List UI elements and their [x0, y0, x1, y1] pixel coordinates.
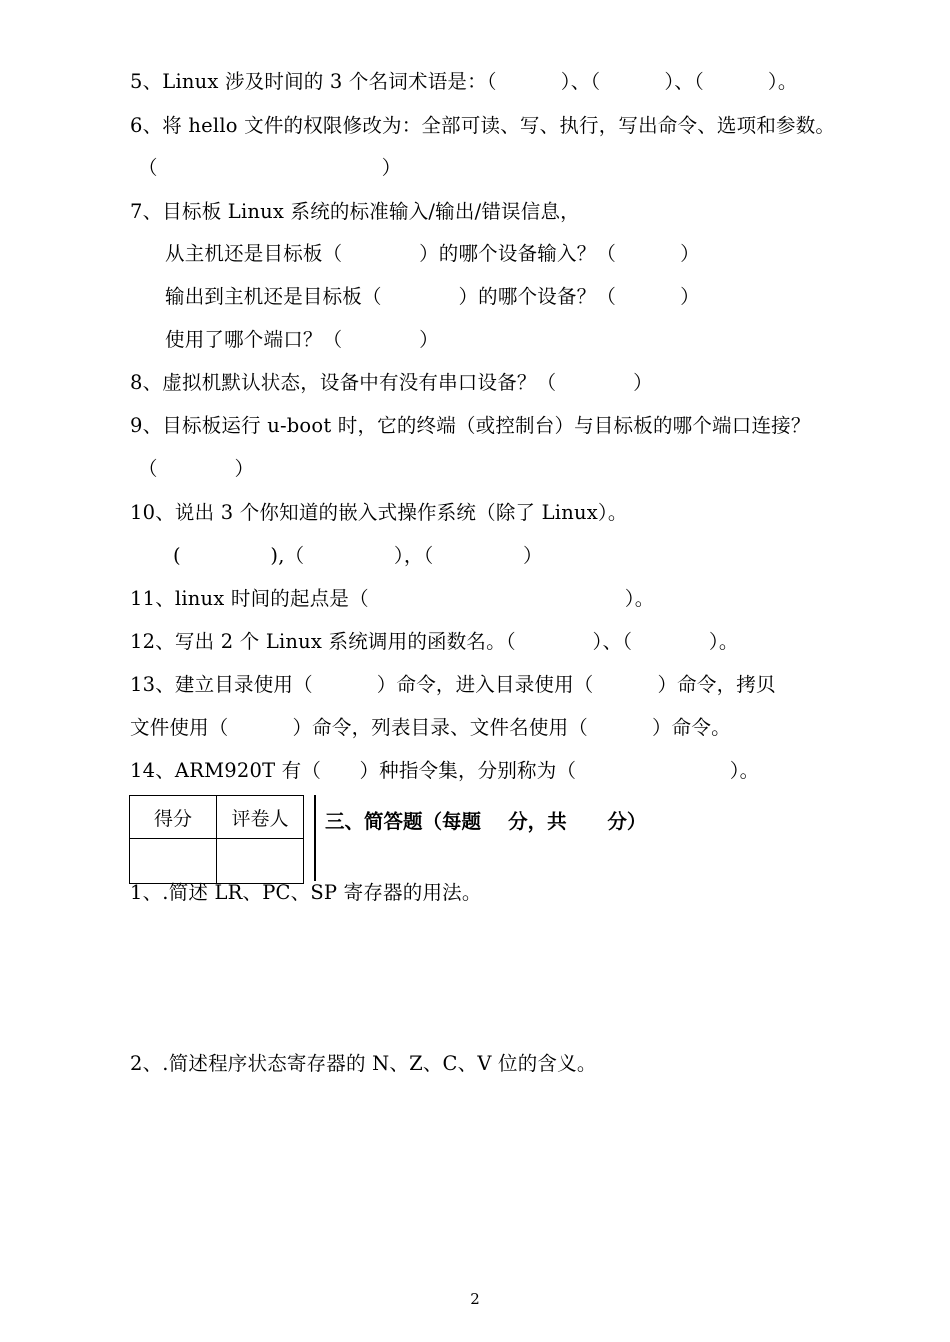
- question-10: 10、说出 3 个你知道的嵌入式操作系统（除了 Linux）。: [130, 501, 628, 524]
- short-answer-2: 2、.简述程序状态寄存器的 N、Z、C、V 位的含义。: [130, 1052, 597, 1075]
- question-7-input: 从主机还是目标板（ ）的哪个设备输入？（ ）: [165, 242, 700, 265]
- question-12: 12、写出 2 个 Linux 系统调用的函数名。（ ）、（ ）。: [130, 630, 739, 653]
- section-3-title: 三、简答题（每题 分，共 分）: [325, 810, 647, 833]
- question-11: 11、linux 时间的起点是（ ）。: [130, 587, 655, 610]
- question-7: 7、目标板 Linux 系统的标准输入/输出/错误信息，: [130, 200, 580, 223]
- question-9-blank: （ ）: [138, 457, 255, 480]
- score-header: 得分: [130, 796, 217, 839]
- question-10-blanks: ( ),（ ），（ ）: [173, 544, 543, 567]
- question-7-output: 输出到主机还是目标板（ ）的哪个设备？（ ）: [165, 285, 700, 308]
- question-7-port: 使用了哪个端口？（ ）: [165, 328, 439, 351]
- question-5: 5、Linux 涉及时间的 3 个名词术语是：（ ）、（ ）、（ ）。: [130, 70, 798, 93]
- question-9: 9、目标板运行 u-boot 时，它的终端（或控制台）与目标板的哪个端口连接？: [130, 414, 811, 437]
- grader-cell: [217, 839, 304, 884]
- question-14: 14、ARM920T 有（ ）种指令集，分别称为（ ）。: [130, 759, 760, 782]
- score-cell: [130, 839, 217, 884]
- question-8: 8、虚拟机默认状态，设备中有没有串口设备？（ ）: [130, 371, 653, 394]
- grader-header: 评卷人: [217, 796, 304, 839]
- score-table: [129, 795, 304, 884]
- short-answer-1: 1、.简述 LR、PC、SP 寄存器的用法。: [130, 881, 482, 904]
- question-13-cont: 文件使用（ ）命令，列表目录、文件名使用（ ）命令。: [130, 716, 731, 739]
- table-divider: [314, 795, 316, 881]
- page-number: 2: [470, 1290, 480, 1308]
- question-13: 13、建立目录使用（ ）命令，进入目录使用（ ）命令，拷贝: [130, 673, 776, 696]
- question-6: 6、将 hello 文件的权限修改为：全部可读、写、执行，写出命令、选项和参数。: [130, 114, 836, 137]
- question-6-blank: （ ）: [138, 156, 402, 179]
